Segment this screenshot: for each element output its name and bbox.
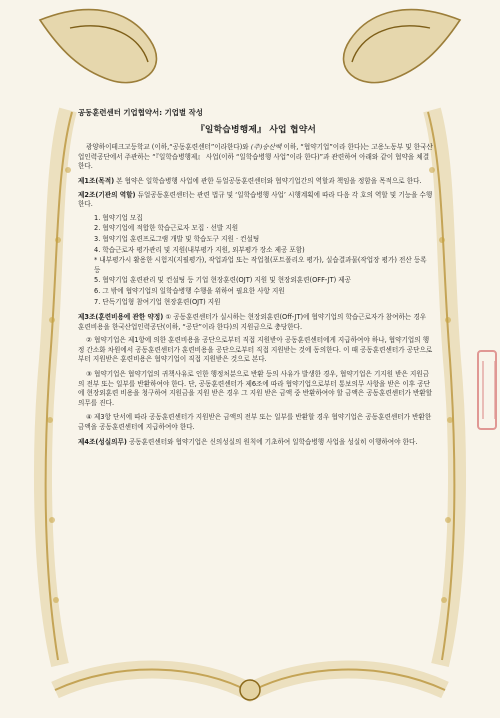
article-1-text: 본 협약은 일학습병행 사업에 관한 듀얼공동훈련센터와 협약기업간의 역할과 책임을 정함을 목적으로 한다. [114,176,422,185]
article-2 [78,191,434,210]
document-header-line: 공동훈련센터 기업협약서: 기업별 작성 [78,108,203,117]
article-3-paragraph-4: ④ 제3항 단서에 따라 공동훈련센터가 지원받은 금액의 전부 또는 일부를 반환할 경우 협약기업은 공동훈련센터가 반환한 금액을 공동훈련센터에 지급하여야 한다. [78,413,432,432]
article-3-paragraph-1: ① 공동훈련센터가 실시하는 현장외훈련(Off-JT)에 협약기업의 학습근로자가 참여하는 경우 훈련비용을 한국산업인력공단(이하, “공단”이라 한다)의 지원금으로 충당한다. [78,313,427,331]
article-1 [78,177,434,187]
agreement-intro [78,143,434,172]
article-3-paragraph-2: ② 협약기업은 제1항에 의한 훈련비용을 공단으로부터 직접 지원받아 공동훈련센터에게 지급하여야 하나, 협약기업의 행정 간소화 차원에서 공동훈련센터가 훈련비용을 공단으로부터 직접 지원받는 것에 동의한다. 이 때 공동훈련센터가 공단으로부터 지원받은 훈련비용은 협약기업이 직접 지원받은 것으로 본다. [78,336,433,364]
article-2-item: 1. 협약기업 모집 [94,213,143,222]
article-2-item: 6. 그 밖에 협약기업의 일학습병행 수행을 위하여 필요한 사항 지원 [94,286,285,295]
article-3-paragraph-3: ③ 협약기업은 협약기업의 귀책사유로 인한 행정처분으로 반환 등의 사유가 발생한 경우, 협약기업은 기지원 받은 지원금의 전부 또는 일부를 반환하여야 한다. 단, 공동훈련센터가 제6조에 따라 협약기업으로부터 통보의무 사항을 받은 이후 공단에 현장외훈련 비용을 청구하여 지원금을 지원 받은 경우 그 지원 받은 금액 중 반환하여야 할 금액은 공동훈련센터가 반환할 의무를 진다. [78,370,433,407]
article-1-heading: 제1조(목적) [78,176,115,185]
article-2-item: 5. 협약기업 훈련관리 및 컨설팅 등 기업 현장훈련(OJT) 지원 및 현장외훈련(OFF-JT) 제공 [94,276,352,285]
article-2-list [94,214,434,307]
article-2-item: 4. 학습근로자 평가관리 및 지원(내부평가 지원, 외부평가 장소 제공 포함) [94,245,305,254]
company-signature: (주)승산백 [250,143,282,152]
article-4-text: 공동훈련센터와 협약기업은 신의성실의 원칙에 기초하여 일학습병행 사업을 성실히 이행하여야 한다. [126,437,418,446]
article-2-item: 7. 단독기업형 참여기업 현장훈련(OJT) 지원 [94,297,221,306]
article-4 [78,438,434,448]
agreement-document [78,108,434,451]
article-2-item: 3. 협약기업 훈련프로그램 개발 및 학습도구 지원 · 컨설팅 [94,234,260,243]
article-2-heading: 제2조(기관의 역할) [78,190,136,199]
red-stamp [477,350,497,430]
article-4-heading: 제4조(성실의무) [78,437,127,446]
article-2-item: 2. 협약기업에 적합한 학습근로자 모집 · 선발 지원 [94,224,239,233]
article-3 [78,313,434,332]
article-2-subnote: * 내부평가시 활용한 시험지(지필평가), 작업과업 또는 작업철(포트폴리오 평가), 실습결과물(작업장 평가) 전산 등록 등 [94,256,427,274]
intro-text-post: 이하, “협약기업”이라 한다)는 고용노동부 및 한국산업인력공단에서 주관하는 “『일학습병행제』 사업(이하 “일학습병행 사업”이라 한다)”과 관련하여 아래와 같이 협약을 체결한다. [78,143,433,171]
intro-text-pre: 광양하이테크고등학교 (이하,“공동훈련센터”이라한다)와 [86,143,251,152]
article-3-heading: 제3조(훈련비용에 관한 약정) [78,313,164,322]
agreement-title: 『일학습병행제』 사업 협약서 [195,124,317,135]
article-2-text: 듀얼공동훈련센터는 관련 법규 및 ‘일학습병행 사업’ 시행계획에 따라 다음 각 호의 역할 및 기능을 수행 한다. [78,190,433,209]
